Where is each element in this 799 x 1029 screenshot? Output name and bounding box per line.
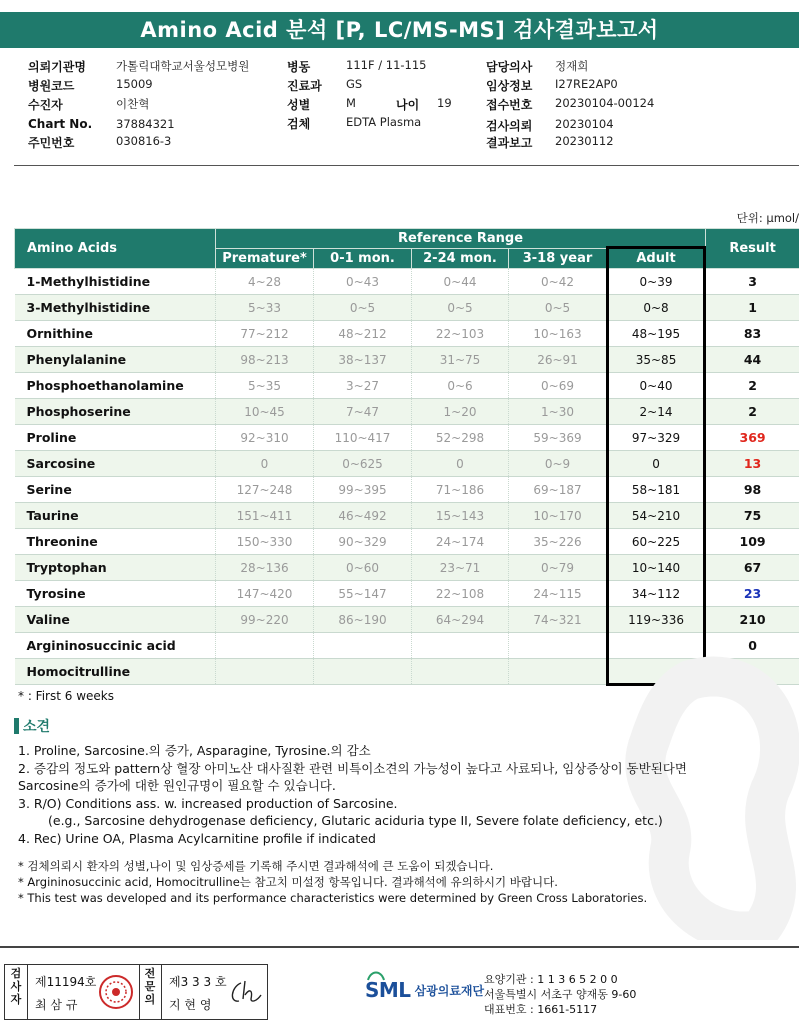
amino-acid-name: Phosphoethanolamine bbox=[15, 373, 216, 399]
amino-acid-name: Homocitrulline bbox=[15, 659, 216, 685]
header-premature: Premature* bbox=[216, 249, 314, 269]
ref-2-24-mon: 64~294 bbox=[412, 607, 509, 633]
ref-premature: 99~220 bbox=[216, 607, 314, 633]
sex-value: M bbox=[346, 96, 356, 110]
ref-0-1-mon bbox=[314, 633, 412, 659]
header-adult: Adult bbox=[607, 249, 706, 269]
ref-3-18-year bbox=[509, 659, 607, 685]
ref-2-24-mon: 31~75 bbox=[412, 347, 509, 373]
header-reference-range: Reference Range bbox=[216, 229, 706, 249]
specimen-value: EDTA Plasma bbox=[346, 115, 422, 129]
table-row bbox=[15, 347, 799, 373]
id-no-label: 주민번호 bbox=[28, 136, 75, 150]
result-value: 2 bbox=[706, 373, 799, 399]
result-value: 0 bbox=[706, 659, 799, 685]
ref-premature: 147~420 bbox=[216, 581, 314, 607]
ref-0-1-mon: 48~212 bbox=[314, 321, 412, 347]
amino-acid-name: Valine bbox=[15, 607, 216, 633]
ref-premature bbox=[216, 659, 314, 685]
ref-adult: 54~210 bbox=[607, 503, 706, 529]
result-value: 0 bbox=[706, 633, 799, 659]
ref-3-18-year: 24~115 bbox=[509, 581, 607, 607]
receipt-no-label: 접수번호 bbox=[486, 98, 533, 112]
ref-adult bbox=[607, 633, 706, 659]
ref-2-24-mon: 15~143 bbox=[412, 503, 509, 529]
ref-2-24-mon bbox=[412, 659, 509, 685]
ref-adult: 60~225 bbox=[607, 529, 706, 555]
amino-acid-name: Phosphoserine bbox=[15, 399, 216, 425]
ref-3-18-year: 35~226 bbox=[509, 529, 607, 555]
result-value: 75 bbox=[706, 503, 799, 529]
confirmer-name: 지 현 영 bbox=[169, 998, 212, 1012]
finding-line: 4. Rec) Urine OA, Plasma Acylcarnitine profile if indicated bbox=[18, 830, 376, 846]
examiner-name: 최 삼 규 bbox=[35, 998, 78, 1012]
findings-title-text: 소견 bbox=[23, 719, 51, 735]
table-row bbox=[15, 451, 799, 477]
ref-2-24-mon: 0 bbox=[412, 451, 509, 477]
ward-label: 병동 bbox=[287, 60, 311, 74]
amino-acid-name: Phenylalanine bbox=[15, 347, 216, 373]
institution-label: 의뢰기관명 bbox=[28, 60, 86, 74]
examiner-seal-icon bbox=[97, 973, 135, 1011]
ref-3-18-year: 26~91 bbox=[509, 347, 607, 373]
ref-0-1-mon: 90~329 bbox=[314, 529, 412, 555]
ref-2-24-mon: 22~103 bbox=[412, 321, 509, 347]
logo-text: SML bbox=[365, 978, 411, 1002]
department-label: 진료과 bbox=[287, 79, 322, 93]
examiner-no: 제11194호 bbox=[35, 975, 97, 989]
table-row bbox=[15, 321, 799, 347]
header-0-1-mon: 0-1 mon. bbox=[314, 249, 412, 269]
ref-3-18-year: 0~69 bbox=[509, 373, 607, 399]
amino-acid-name: Tryptophan bbox=[15, 555, 216, 581]
ref-premature bbox=[216, 633, 314, 659]
ref-premature: 150~330 bbox=[216, 529, 314, 555]
ref-0-1-mon: 0~60 bbox=[314, 555, 412, 581]
ref-3-18-year: 0~79 bbox=[509, 555, 607, 581]
amino-acid-name: Serine bbox=[15, 477, 216, 503]
result-value: 98 bbox=[706, 477, 799, 503]
ref-premature: 5~35 bbox=[216, 373, 314, 399]
table-row bbox=[15, 581, 799, 607]
ref-0-1-mon: 38~137 bbox=[314, 347, 412, 373]
result-value: 44 bbox=[706, 347, 799, 373]
result-value: 109 bbox=[706, 529, 799, 555]
signature-icon bbox=[227, 977, 263, 1009]
ref-0-1-mon: 55~147 bbox=[314, 581, 412, 607]
ref-0-1-mon: 7~47 bbox=[314, 399, 412, 425]
ref-2-24-mon: 1~20 bbox=[412, 399, 509, 425]
lab-address bbox=[484, 972, 636, 1017]
note-line: * 검체의뢰시 환자의 성별,나이 및 임상증세를 기록해 주시면 결과해석에 큰 도움이 되겠습니다. bbox=[18, 859, 494, 873]
sex-label: 성별 bbox=[287, 98, 311, 112]
ref-2-24-mon: 0~44 bbox=[412, 269, 509, 295]
ref-2-24-mon: 52~298 bbox=[412, 425, 509, 451]
ref-3-18-year: 0~9 bbox=[509, 451, 607, 477]
result-value: 369 bbox=[706, 425, 799, 451]
clinical-info-value: I27RE2AP0 bbox=[555, 77, 618, 91]
result-value: 210 bbox=[706, 607, 799, 633]
agency-code: 요양기관 : 1 1 3 6 5 2 0 0 bbox=[484, 973, 618, 986]
result-value: 3 bbox=[706, 269, 799, 295]
ref-premature: 10~45 bbox=[216, 399, 314, 425]
ref-3-18-year: 1~30 bbox=[509, 399, 607, 425]
ref-adult: 0 bbox=[607, 451, 706, 477]
ref-0-1-mon: 86~190 bbox=[314, 607, 412, 633]
ref-adult: 35~85 bbox=[607, 347, 706, 373]
clinical-info-label: 임상정보 bbox=[486, 79, 533, 93]
ref-premature: 151~411 bbox=[216, 503, 314, 529]
age-value: 19 bbox=[437, 96, 452, 110]
table-row bbox=[15, 477, 799, 503]
ref-adult: 34~112 bbox=[607, 581, 706, 607]
hospital-code-label: 병원코드 bbox=[28, 79, 75, 93]
header-3-18-year: 3-18 year bbox=[509, 249, 607, 269]
ref-premature: 4~28 bbox=[216, 269, 314, 295]
ward-value: 111F / 11-115 bbox=[346, 58, 427, 72]
ref-premature: 77~212 bbox=[216, 321, 314, 347]
table-row bbox=[15, 373, 799, 399]
recipient-value: 이찬혁 bbox=[116, 97, 150, 111]
finding-line: (e.g., Sarcosine dehydrogenase deficiency, Glutaric aciduria type II, Severe folate deficiency, etc.) bbox=[48, 813, 663, 828]
table-row bbox=[15, 269, 799, 295]
request-date-value: 20230104 bbox=[555, 117, 614, 131]
ref-0-1-mon: 3~27 bbox=[314, 373, 412, 399]
ref-adult: 0~40 bbox=[607, 373, 706, 399]
ref-adult bbox=[607, 659, 706, 685]
header-result: Result bbox=[706, 229, 799, 269]
ref-2-24-mon: 23~71 bbox=[412, 555, 509, 581]
logo-arc-icon bbox=[367, 968, 385, 982]
confirmer-no: 제3 3 3 호 bbox=[169, 975, 227, 989]
ref-premature: 5~33 bbox=[216, 295, 314, 321]
table-row bbox=[15, 633, 799, 659]
specimen-label: 검체 bbox=[287, 117, 311, 131]
receipt-no-value: 20230104-00124 bbox=[555, 96, 655, 110]
ref-2-24-mon bbox=[412, 633, 509, 659]
finding-line: 3. R/O) Conditions ass. w. increased production of Sarcosine. bbox=[18, 795, 398, 811]
ref-premature: 92~310 bbox=[216, 425, 314, 451]
unit-label: 단위: μmol/ bbox=[736, 211, 799, 225]
address: 서울특별시 서초구 양재동 9-60 bbox=[484, 988, 637, 1001]
ref-3-18-year: 0~5 bbox=[509, 295, 607, 321]
header-amino-acids: Amino Acids bbox=[15, 229, 216, 269]
note-line: * This test was developed and its performance characteristics were determined by Green Cross Laboratories. bbox=[18, 891, 648, 905]
finding-line: 1. Proline, Sarcosine.의 증가, Asparagine, Tyrosine.의 감소 bbox=[18, 743, 371, 758]
result-value: 1 bbox=[706, 295, 799, 321]
ref-adult: 2~14 bbox=[607, 399, 706, 425]
amino-acid-name: Tyrosine bbox=[15, 581, 216, 607]
result-value: 67 bbox=[706, 555, 799, 581]
ref-adult: 48~195 bbox=[607, 321, 706, 347]
patient-info bbox=[0, 58, 799, 168]
finding-line: 2. 증감의 정도와 pattern상 혈장 아미노산 대사질환 관련 비특이소견의 가능성이 높다고 사료되나, 임상증상이 동반된다면 bbox=[18, 760, 687, 776]
ref-0-1-mon: 0~5 bbox=[314, 295, 412, 321]
institution-value: 가톨릭대학교서울성모병원 bbox=[116, 59, 250, 73]
signature-box bbox=[4, 964, 268, 1020]
amino-acid-name: Proline bbox=[15, 425, 216, 451]
ref-adult: 0~39 bbox=[607, 269, 706, 295]
amino-acid-name: Ornithine bbox=[15, 321, 216, 347]
report-date-label: 결과보고 bbox=[486, 136, 533, 150]
table-row bbox=[15, 659, 799, 685]
ref-2-24-mon: 71~186 bbox=[412, 477, 509, 503]
confirmer-label: 전문의 bbox=[144, 967, 156, 1006]
findings-marker bbox=[14, 718, 19, 734]
ref-2-24-mon: 0~6 bbox=[412, 373, 509, 399]
ref-adult: 58~181 bbox=[607, 477, 706, 503]
table-row bbox=[15, 503, 799, 529]
table-row bbox=[15, 529, 799, 555]
lab-name: 삼광의료재단 bbox=[414, 983, 485, 998]
ref-premature: 0 bbox=[216, 451, 314, 477]
ref-2-24-mon: 24~174 bbox=[412, 529, 509, 555]
ref-adult: 119~336 bbox=[607, 607, 706, 633]
table-row bbox=[15, 555, 799, 581]
ref-3-18-year: 59~369 bbox=[509, 425, 607, 451]
ref-3-18-year: 10~163 bbox=[509, 321, 607, 347]
ref-0-1-mon: 99~395 bbox=[314, 477, 412, 503]
amino-acid-name: Threonine bbox=[15, 529, 216, 555]
result-value: 13 bbox=[706, 451, 799, 477]
recipient-label: 수진자 bbox=[28, 98, 63, 112]
ref-premature: 127~248 bbox=[216, 477, 314, 503]
result-value: 83 bbox=[706, 321, 799, 347]
result-value: 23 bbox=[706, 581, 799, 607]
ref-adult: 0~8 bbox=[607, 295, 706, 321]
notes bbox=[18, 858, 788, 906]
chart-no-label: Chart No. bbox=[28, 117, 93, 131]
ref-adult: 10~140 bbox=[607, 555, 706, 581]
findings-title bbox=[14, 716, 50, 736]
department-value: GS bbox=[346, 77, 363, 91]
chart-no-value: 37884321 bbox=[116, 117, 175, 131]
amino-acid-table bbox=[14, 228, 799, 685]
phone: 대표번호 : 1661-5117 bbox=[484, 1003, 598, 1016]
ref-3-18-year: 0~42 bbox=[509, 269, 607, 295]
ref-3-18-year bbox=[509, 633, 607, 659]
ref-3-18-year: 69~187 bbox=[509, 477, 607, 503]
ref-2-24-mon: 0~5 bbox=[412, 295, 509, 321]
note-line: * Argininosuccinic acid, Homocitrulline는 참고치 미설정 항목입니다. 결과해석에 유의하시기 바랍니다. bbox=[18, 875, 558, 889]
amino-acid-name: 1-Methylhistidine bbox=[15, 269, 216, 295]
ref-adult: 97~329 bbox=[607, 425, 706, 451]
table-row bbox=[15, 399, 799, 425]
ref-2-24-mon: 22~108 bbox=[412, 581, 509, 607]
age-label: 나이 bbox=[396, 98, 420, 112]
table-row bbox=[15, 295, 799, 321]
footnote: * : First 6 weeks bbox=[18, 689, 114, 703]
footer-divider bbox=[0, 946, 799, 948]
ref-3-18-year: 10~170 bbox=[509, 503, 607, 529]
table-row bbox=[15, 425, 799, 451]
report-date-value: 20230112 bbox=[555, 134, 614, 148]
hospital-code-value: 15009 bbox=[116, 77, 153, 91]
info-divider bbox=[14, 165, 799, 166]
request-date-label: 검사의뢰 bbox=[486, 119, 533, 133]
header-2-24-mon: 2-24 mon. bbox=[412, 249, 509, 269]
table-row bbox=[15, 607, 799, 633]
ref-0-1-mon: 110~417 bbox=[314, 425, 412, 451]
amino-acid-name: 3-Methylhistidine bbox=[15, 295, 216, 321]
findings-text bbox=[18, 742, 788, 847]
id-no-value: 030816-3 bbox=[116, 134, 172, 148]
amino-acid-name: Taurine bbox=[15, 503, 216, 529]
report-title: Amino Acid 분석 [P, LC/MS-MS] 검사결과보고서 bbox=[0, 12, 799, 48]
ref-premature: 98~213 bbox=[216, 347, 314, 373]
lab-logo bbox=[365, 970, 484, 1010]
ref-0-1-mon: 46~492 bbox=[314, 503, 412, 529]
doctor-label: 담당의사 bbox=[486, 60, 533, 74]
amino-acid-name: Sarcosine bbox=[15, 451, 216, 477]
amino-acid-name: Argininosuccinic acid bbox=[15, 633, 216, 659]
doctor-value: 정재희 bbox=[555, 59, 589, 73]
examiner-label: 검사자 bbox=[10, 967, 22, 1006]
ref-0-1-mon: 0~625 bbox=[314, 451, 412, 477]
ref-premature: 28~136 bbox=[216, 555, 314, 581]
finding-line: Sarcosine의 증가에 대한 원인규명이 필요할 수 있습니다. bbox=[18, 778, 336, 793]
ref-0-1-mon: 0~43 bbox=[314, 269, 412, 295]
ref-3-18-year: 74~321 bbox=[509, 607, 607, 633]
ref-0-1-mon bbox=[314, 659, 412, 685]
result-value: 2 bbox=[706, 399, 799, 425]
